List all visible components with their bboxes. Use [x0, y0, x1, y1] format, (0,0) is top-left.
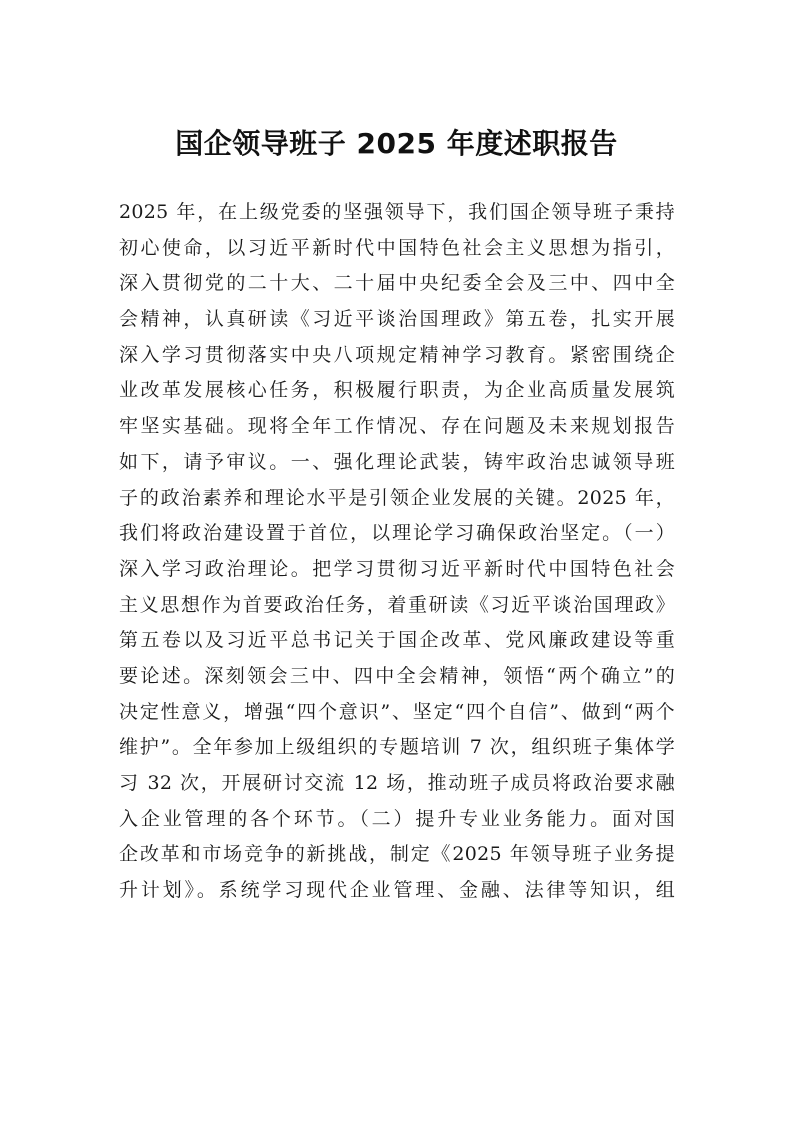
body-line: 习 32 次，开展研讨交流 12 场，推动班子成员将政治要求融 [119, 772, 675, 794]
body-line: 维护”。全年参加上级组织的专题培训 7 次，组织班子集体学 [119, 736, 675, 759]
body-line: 主义思想作为首要政治任务，着重研读《习近平谈治国理政》 [119, 593, 675, 616]
document-body [119, 195, 675, 909]
body-line: 子的政治素养和理论水平是引领企业发展的关键。2025 年， [119, 486, 675, 509]
body-line: 决定性意义，增强“四个意识”、坚定“四个自信”、做到“两个 [119, 700, 675, 723]
body-line: 深入学习贯彻落实中央八项规定精神学习教育。紧密围绕企 [119, 343, 675, 366]
body-line: 入企业管理的各个环节。（二）提升专业业务能力。面对国 [119, 807, 675, 830]
body-line: 要论述。深刻领会三中、四中全会精神，领悟“两个确立”的 [119, 664, 675, 687]
body-line: 业改革发展核心任务，积极履行职责，为企业高质量发展筑 [119, 379, 675, 402]
body-line: 深入贯彻党的二十大、二十届中央纪委全会及三中、四中全 [119, 272, 675, 295]
document-title: 国企领导班子 2025 年度述职报告 [175, 127, 618, 160]
body-line: 初心使命，以习近平新时代中国特色社会主义思想为指引， [119, 236, 675, 259]
body-line: 牢坚实基础。现将全年工作情况、存在问题及未来规划报告 [119, 415, 675, 438]
body-line: 深入学习政治理论。把学习贯彻习近平新时代中国特色社会 [119, 557, 675, 580]
body-line: 如下，请予审议。一、强化理论武装，铸牢政治忠诚领导班 [119, 450, 675, 473]
body-line: 会精神，认真研读《习近平谈治国理政》第五卷，扎实开展 [119, 308, 675, 331]
body-line: 2025 年，在上级党委的坚强领导下，我们国企领导班子秉持 [119, 201, 675, 223]
body-line: 升计划》。系统学习现代企业管理、金融、法律等知识，组 [119, 879, 675, 902]
body-line: 我们将政治建设置于首位，以理论学习确保政治坚定。（一） [119, 522, 675, 545]
body-line: 企改革和市场竞争的新挑战，制定《2025 年领导班子业务提 [119, 843, 675, 866]
body-line: 第五卷以及习近平总书记关于国企改革、党风廉政建设等重 [119, 629, 675, 652]
